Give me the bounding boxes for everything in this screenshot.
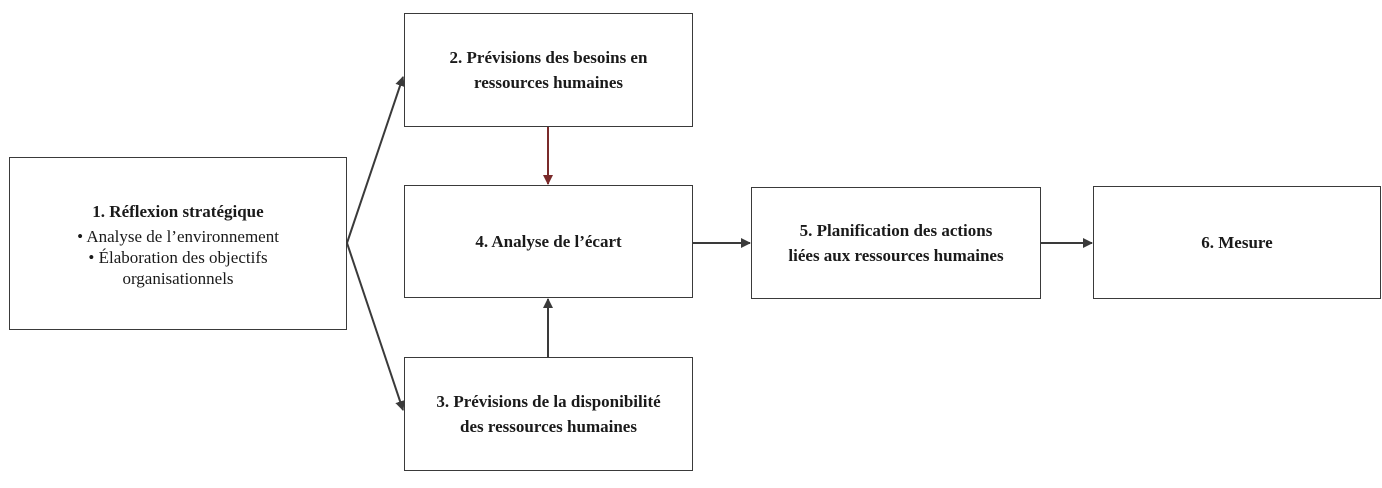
- action-planning-box: [751, 187, 1041, 299]
- availability-forecast-box: [404, 357, 693, 471]
- arrow-strategic-to-availability-forecast: [347, 243, 403, 410]
- arrow-strategic-to-needs-forecast: [347, 77, 403, 243]
- action-planning-title-line-2: liées aux ressources humaines: [788, 246, 1004, 265]
- needs-forecast-title-line-2: ressources humaines: [473, 73, 624, 92]
- objectives-elaboration-item: • Élaboration des objectifs: [88, 247, 268, 267]
- needs-forecast-title-line-1: 2. Prévisions des besoins en: [449, 48, 648, 67]
- gap-analysis-box: [404, 185, 693, 298]
- action-planning-title-line-1: 5. Planification des actions: [799, 221, 993, 240]
- measurement-title: 6. Mesure: [1201, 233, 1273, 252]
- strategic-reflection-title: 1. Réflexion stratégique: [92, 201, 264, 221]
- availability-forecast-title-line-2: des ressources humaines: [460, 417, 637, 436]
- availability-forecast-title-line-1: 3. Prévisions de la disponibilité: [436, 392, 661, 411]
- strategic-reflection-box: [9, 157, 347, 330]
- environment-analysis-item: • Analyse de l’environnement: [77, 226, 279, 246]
- measurement-box: [1093, 186, 1381, 299]
- objectives-elaboration-item-continued: organisationnels: [122, 268, 234, 288]
- needs-forecast-box: [404, 13, 693, 127]
- gap-analysis-title: 4. Analyse de l’écart: [475, 232, 622, 251]
